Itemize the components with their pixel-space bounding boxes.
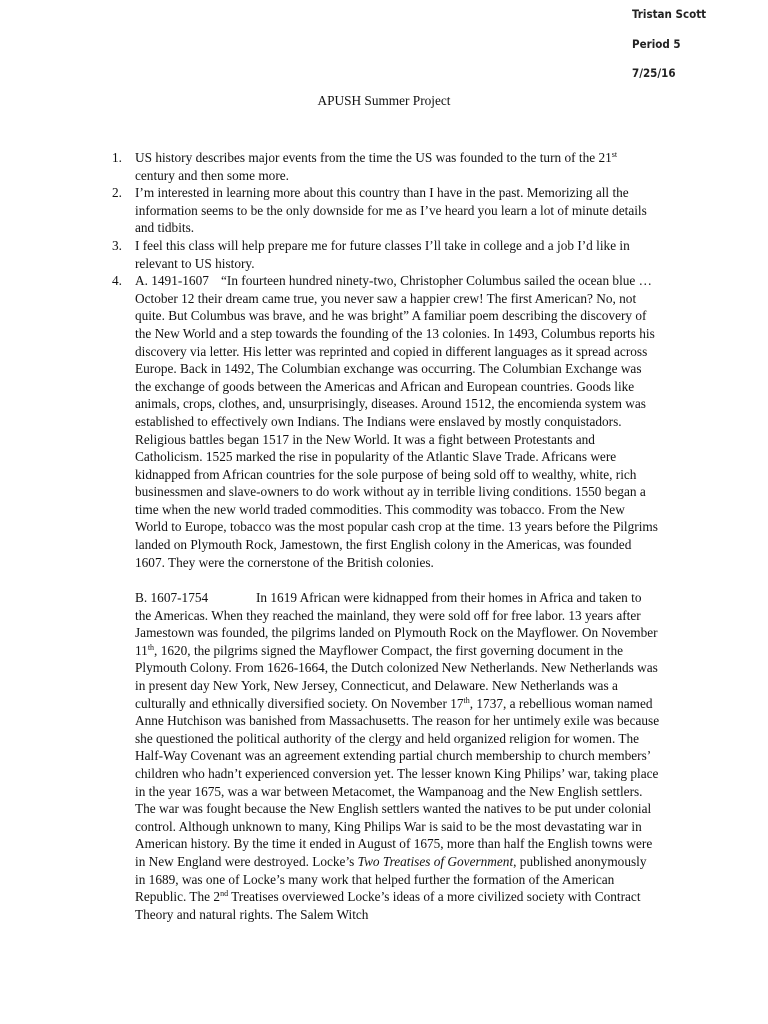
answer-text: I feel this class will help prepare me for future classes I’ll take in college and a job I’d like in relevant to US history. <box>135 237 630 271</box>
answer-item-4 <box>112 272 660 571</box>
ordinal-suffix: st <box>611 150 618 159</box>
answer-number: 3. <box>112 237 122 253</box>
ordinal-suffix: th <box>147 642 155 652</box>
section-a-label: A. 1491-1607 <box>135 273 209 289</box>
section-b-text: In 1619 African were kidnapped from their homes in Africa and taken to the Americas. When they reached the mainland, they were sold off for free labor. 13 years after Jamestown was founded, the pilgrims landed on Plymouth Rock on the Mayflower. On November 11 <box>135 590 658 658</box>
document-title: APUSH Summer Project <box>317 93 451 108</box>
answer-text: US history describes major events from the time the US was founded to the turn of the 21 <box>135 150 612 165</box>
section-a-text: “In fourteen hundred ninety-two, Christopher Columbus sailed the ocean blue … October 12 their dream came true, you never saw a happier crew! The first American? No, not quite. But Columbus was brave, and he was bright” A familiar poem describing the discovery of the New World and a step towards the founding of the 13 colonies. In 1493, Columbus reports his discovery via letter. His letter was reprinted and copied in different languages as it spread across Europe. Back in 1492, The Columbian exchange was occurring. The Columbian Exchange was the exchange of goods between the Americas and African and European countries. Goods like animals, crops, clothes, and, unsurprisingly, diseases. Around 1512, the encomienda system was established to effectively own Indians. The Indians were enslaved by mostly conquistadors. Religious battles began 1517 in the New World. It was a fight between Protestants and Catholicism. 1525 marked the rise in popularity of the Atlantic Slave Trade. Africans were kidnapped from African countries for the sole purpose of being sold off to wealthy, white, rich businessmen and slave-owners to do work without ay in terrible living conditions. 1550 began a time when the new world traded commodities. This commodity was tobacco. From the New World to Europe, tobacco was the most popular cash crop at the time. 13 years before the Pilgrims landed on Plymouth Rock, Jamestown, the first English colony in the Americas, was founded 1607. They were the cornerstone of the British colonies. <box>135 273 658 570</box>
book-title: Two Treatises of Government <box>357 853 514 869</box>
answer-text: I’m interested in learning more about this country than I have in the past. Memorizing all the information seems to be the only downside for me as I’ve heard you learn a lot of minute details and tidbits. <box>135 185 647 236</box>
ordinal-suffix: th <box>463 695 470 705</box>
answer-number: 1. <box>112 150 122 165</box>
answer-text-cont: century and then some more. <box>135 167 289 183</box>
ordinal-suffix: nd <box>220 889 229 899</box>
section-b-paragraph <box>135 589 660 923</box>
section-b-label: B. 1607-1754 <box>135 590 209 605</box>
answer-list <box>112 149 660 571</box>
section-b-text: , published anonymously in 1689, was one of Locke’s many work that helped further the formation of the American Republic. The 2 <box>135 853 647 905</box>
answer-number: 4. <box>112 273 122 289</box>
answer-item-1 <box>112 149 660 184</box>
answer-item-3 <box>112 237 660 272</box>
class-period: Period 5 <box>632 37 681 51</box>
student-name: Tristan Scott <box>632 7 707 21</box>
section-b-text: Treatises overviewed Locke’s ideas of a more civilized society with Contract Theory and natural rights. The Salem Witch <box>135 889 641 922</box>
answer-item-2 <box>112 184 660 237</box>
answer-number: 2. <box>112 185 122 201</box>
section-b-text: , 1620, the pilgrims signed the Mayflower Compact, the first governing document in the Plymouth Colony. From 1626-1664, the Dutch colonized New Netherlands. New Netherlands was in present day New York, New Jersey, Connecticut, and Delaware. New Netherlands was a culturally and ethnically diversified society. On November 17 <box>135 642 658 711</box>
document-date: 7/25/16 <box>632 66 676 80</box>
section-b-text: , 1737, a rebellious woman named Anne Hutchison was banished from Massachusetts. The reason for her untimely exile was because she questioned the political authority of the clergy and held organized religion for women. The Half-Way Covenant was an agreement extending partial church membership to church members’ children who hadn’t experienced conversion yet. The lesser known King Philips’ war, taking place in the year 1675, was a war between Metacomet, the Wampanoag and the New English settlers. The war was fought because the New English settlers wanted the natives to be put under colonial control. Although unknown to many, King Philips War is said to be the most devastating war in American history. By the time it ended in August of 1675, more than half the English towns were in New England were destroyed. Locke’s <box>135 695 660 869</box>
